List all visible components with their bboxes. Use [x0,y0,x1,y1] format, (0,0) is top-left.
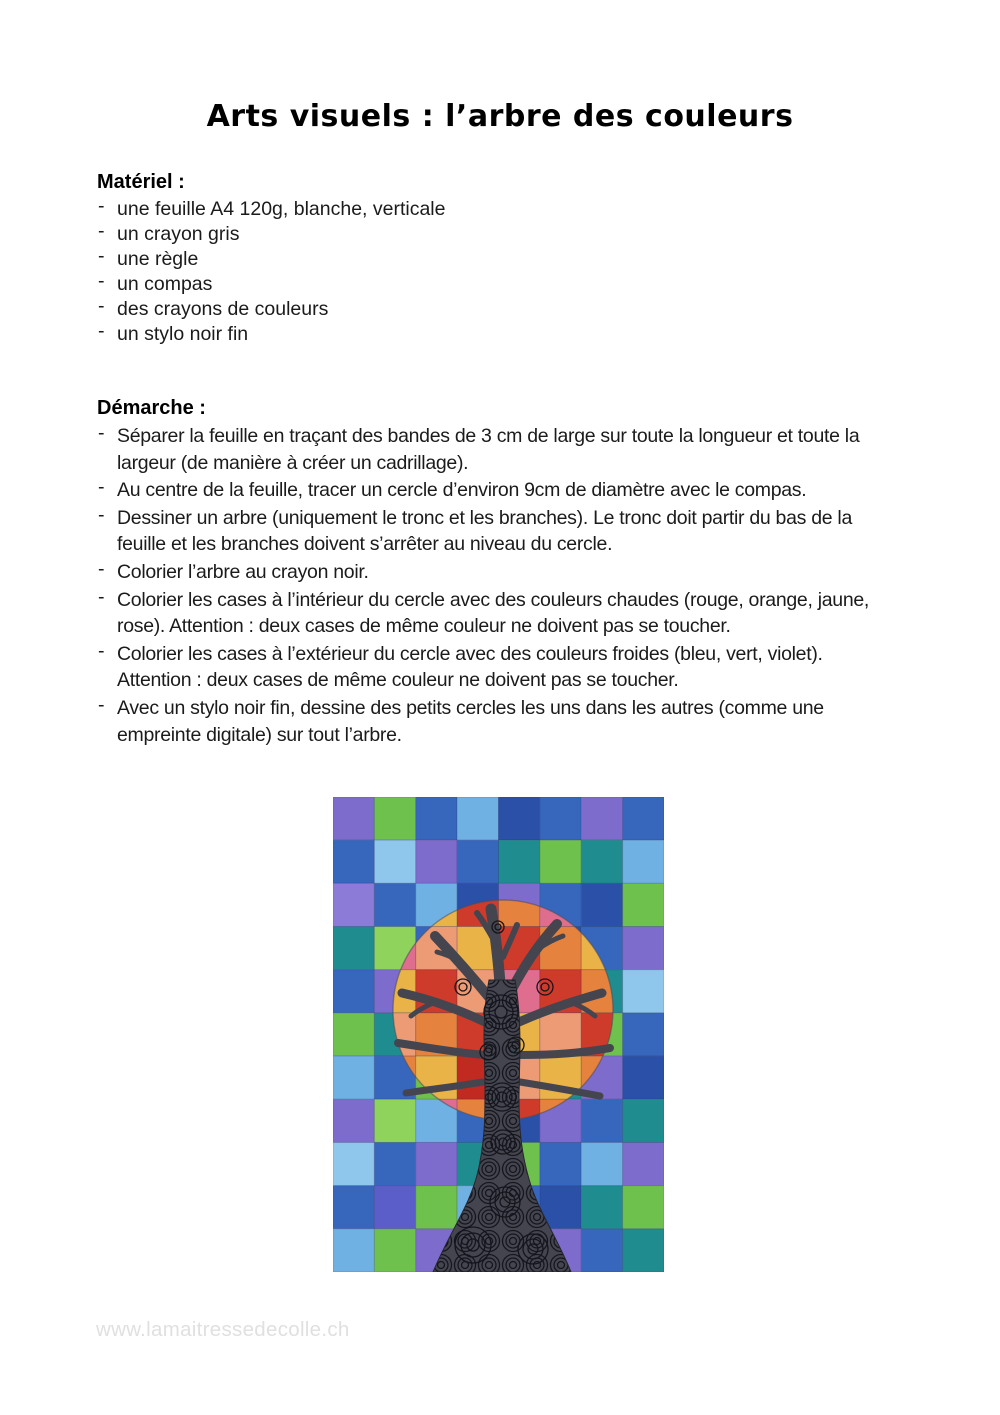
list-item-text: Avec un stylo noir fin, dessine des petits cercles les uns dans les autres (comme une empreinte digitale) sur tout l’arbre. [117,696,824,746]
list-item [97,695,897,748]
list-item [97,272,915,297]
bullet-dash: - [98,245,105,267]
page-title: Arts visuels : l’arbre des couleurs [206,99,794,134]
list-item-text: un crayon gris [117,223,240,245]
list-item [97,587,897,640]
demarche-section [97,396,897,749]
bullet-dash: - [98,195,105,217]
list-item [97,505,897,558]
bullet-dash: - [98,270,105,292]
bullet-dash: - [98,320,105,342]
bullet-dash: - [98,295,105,317]
list-item-text: Colorier les cases à l’intérieur du cercle avec des couleurs chaudes (rouge, orange, jaune, rose). Attention : deux cases de même couleur ne doivent pas se toucher. [117,588,870,638]
bullet-dash: - [98,639,105,662]
demarche-heading: Démarche : [97,397,206,419]
list-item [97,222,915,247]
bullet-dash: - [98,220,105,242]
list-item-text: un compas [117,273,213,295]
bullet-dash: - [98,422,105,444]
list-item [97,477,897,504]
list-item [97,197,915,222]
list-item-text: un stylo noir fin [117,323,249,345]
list-item-text: Au centre de la feuille, tracer un cercle d’environ 9cm de diamètre avec le compas. [117,479,807,502]
materiel-section [97,170,915,347]
website-url: www.lamaitressedecolle.ch [96,1318,350,1341]
demarche-list [97,423,897,748]
list-item-text: Colorier les cases à l’extérieur du cercle avec des couleurs froides (bleu, vert, violet). Attention : deux cases de même couleur ne doivent pas se toucher. [117,642,823,692]
list-item-text: Colorier l’arbre au crayon noir. [117,560,369,583]
list-item [97,322,915,347]
bullet-dash: - [98,585,105,608]
list-item-text: des crayons de couleurs [117,298,329,320]
list-item-text: Séparer la feuille en traçant des bandes de 3 cm de large sur toute la longueur et toute la largeur (de manière à créer un cadrillage). [117,425,860,474]
list-item-text: Dessiner un arbre (uniquement le tronc et les branches). Le tronc doit partir du bas de la feuille et les branches doivent s’arrêter au niveau du cercle. [117,506,852,556]
tree-artwork-svg [333,797,664,1272]
list-item [97,559,897,586]
list-item [97,641,897,694]
bullet-dash: - [98,557,105,580]
list-item [97,247,915,272]
materiel-heading: Matériel : [97,171,185,193]
bullet-dash: - [98,503,105,526]
materiel-list [97,197,915,347]
bullet-dash: - [98,476,105,499]
list-item-text: une règle [117,248,199,270]
list-item [97,297,915,322]
list-item-text: une feuille A4 120g, blanche, verticale [117,198,446,220]
bullet-dash: - [98,693,105,716]
list-item [97,423,897,476]
tree-artwork-photo [333,797,664,1272]
